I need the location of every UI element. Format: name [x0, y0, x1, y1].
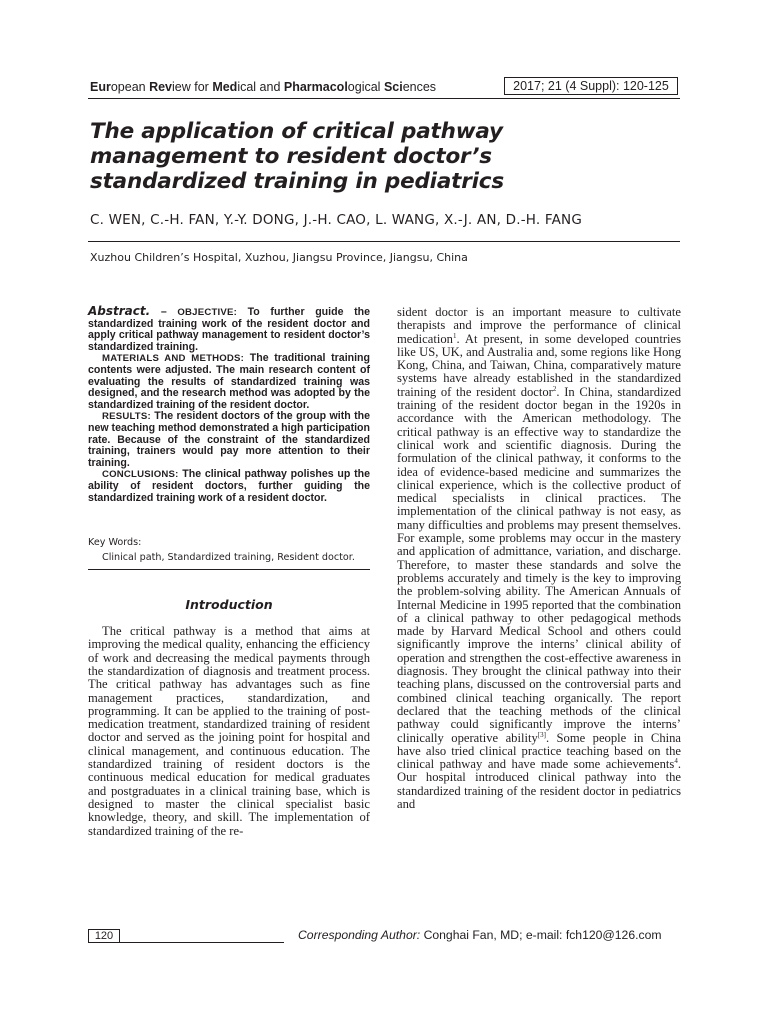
citation-box: 2017; 21 (4 Suppl): 120-125 [504, 77, 678, 95]
journal-name-part: ical and [237, 80, 284, 94]
journal-name-part: Pharmacol [283, 80, 348, 94]
footer-rule [120, 942, 284, 943]
methods-text: The traditional training contents were adjusted. The main research content of evaluating the results of standardized training was designed, and the research method was adopted by the standardized training of the resident doctor. [88, 352, 370, 411]
journal-name-part: opean [110, 80, 150, 94]
header-rule [88, 98, 680, 99]
abstract-heading: Abstract. [88, 304, 151, 318]
abstract-objective: Abstract. – OBJECTIVE: To further guide the standardized training work of the resident doctor and apply critical pathway management to resident doctor’s standardized training. [88, 304, 371, 353]
keywords-label: Key Words: [88, 537, 142, 549]
text-run: sident doctor is an important measure to cultivate therapists and improve the performance of clinical medication [397, 305, 681, 346]
journal-name-part: Eur [90, 80, 111, 94]
citation-superscript: 1 [452, 331, 457, 340]
objective-label: OBJECTIVE: [177, 307, 237, 318]
abstract-methods [88, 353, 370, 411]
citation-superscript: 4 [674, 756, 678, 765]
introduction-paragraph: The critical pathway is a method that aims at improving the medical quality, enhancing the efficiency of work and decreasing the medical payments through the standardization of diagnosis and treatment process. The critical pathway has advantages such as fine management practices, standardization, and programming. It can be applied to the training of post-medication treatment, standardized training of resident doctor and served as the joining point for hospital and clinical management, and continuous education. The standardized training of resident doctors is the continuous medical education for medical graduates and postgraduates in a clinical training base, which is designed to master the clinical specialist basic knowledge, theory, and skill. The implementation of standardized training of the re- [88, 624, 370, 838]
corresponding-label: Corresponding Author: [298, 928, 421, 942]
keywords [88, 537, 370, 570]
results-text: The resident doctors of the group with the new teaching method demonstrated a high participation rate. Because of the constraint of the standardized training, trainers would pay more attention to their training. [88, 410, 370, 469]
affiliation: Xuzhou Children’s Hospital, Xuzhou, Jiangsu Province, Jiangsu, China [90, 251, 468, 264]
text-run: . At present, in some developed countries like US, UK, and Australia and, some regions like Hong Kong, China, and Taiwan, China, comparatively mature systems have already established in the standardized training of the resident doctor [397, 331, 681, 399]
journal-name [90, 80, 436, 94]
text-run: . In China, standardized training of the resident doctor began in the 1920s in accordance with the American methodology. The critical pathway is an effective way to standardize the clinical work and scientific diagnosis. During the formulation of the clinical pathway, it conforms to the idea of evidence-based medicine and summarizes the clinical experience, which is the collective product of medical specialists in clinical practices. The implementation of the clinical pathway is not easy, as many difficulties and problems may present themselves. For example, some problems may occur in the mastery and application of admittance, variation, and discharge. Therefore, to master these standards and solve the problems accurately and timely is the key to improving the problem-solving ability. The American Annuals of Internal Medicine in 1995 reported that the combination of a clinical pathway to other pedagogical methods made by Harvard Medical School and others could significantly improve the interns’ clinical ability of operation and strengthen the cost-effective awareness in diagnosis. They brought the clinical pathway into their teaching plans, discussed on the controversial parts and combined clinical teaching organically. The report declared that the teaching methods of the clinical pathway could significantly improve the interns’ clinically operative ability [397, 384, 681, 745]
journal-name-part: ogical [347, 80, 384, 94]
left-column [88, 306, 370, 838]
corresponding-author [298, 928, 662, 942]
abstract-conclusions [88, 469, 370, 504]
author-list: C. WEN, C.-H. FAN, Y.-Y. DONG, J.-H. CAO, L. WANG, X.-J. AN, D.-H. FANG [90, 212, 583, 228]
conclusions-label: CONCLUSIONS: [102, 469, 179, 481]
right-column [397, 306, 681, 811]
author-rule [88, 241, 680, 242]
text-run: . Some people in China have also tried clinical practice teaching based on the clinical pathway and have made some achievements [397, 730, 681, 772]
conclusions-text: The clinical pathway polishes up the ability of resident doctors, further guiding the standardized training work of a resident doctor. [88, 468, 370, 504]
citation-superscript: [3] [537, 730, 546, 739]
section-heading-introduction: Introduction [185, 597, 273, 613]
abstract [88, 306, 370, 504]
introduction-continued [397, 306, 681, 811]
objective-text: To further guide the standardized training work of the resident doctor and apply critical pathway management to resident doctor’s standardized training. [88, 306, 371, 353]
journal-name-part: Sci [383, 80, 403, 94]
page-number: 120 [88, 929, 120, 943]
keywords-text: Clinical path, Standardized training, Resident doctor. [102, 552, 355, 564]
text-run: . Our hospital introduced clinical pathway into the standardized training of the resident doctor in pediatrics and [397, 757, 681, 811]
citation-superscript: 2 [552, 384, 557, 393]
keywords-rule [88, 569, 370, 570]
article-title: The application of critical pathway management to resident doctor’s standardized training in pediatrics [90, 119, 504, 194]
corresponding-text: Conghai Fan, MD; e-mail: fch120@126.com [420, 928, 662, 942]
results-label: RESULTS: [102, 411, 151, 423]
journal-name-part: Rev [149, 80, 173, 94]
journal-name-part: ences [402, 80, 437, 94]
abstract-results [88, 411, 370, 469]
methods-label: MATERIALS AND METHODS: [102, 353, 245, 365]
journal-name-part: iew for [172, 80, 213, 94]
journal-name-part: Med [212, 80, 238, 94]
